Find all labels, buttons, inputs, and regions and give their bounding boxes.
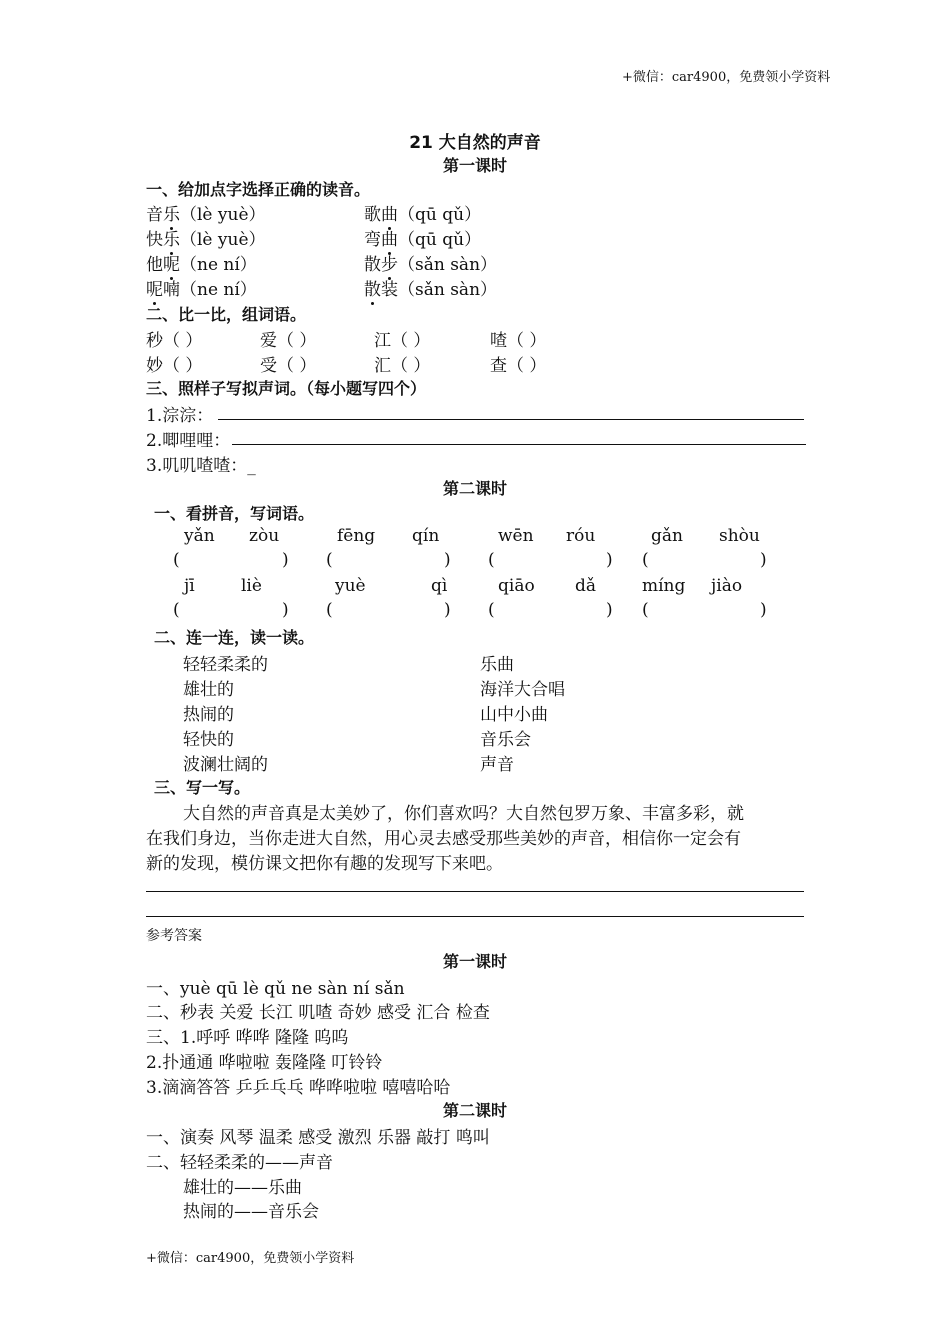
l1-q2-cell: 汇（ ） — [374, 356, 431, 376]
l1-q3-item: 1.淙淙： — [146, 406, 214, 426]
match-left-item[interactable]: 波澜壮阔的 — [183, 755, 268, 775]
l1-q3-item: 2.唧哩哩： — [146, 431, 231, 451]
match-left-item[interactable]: 雄壮的 — [183, 680, 234, 700]
dotted-char: 步 — [381, 255, 398, 275]
pinyin: qiāo — [498, 576, 535, 596]
l1-q2-cell: 妙（ ） — [146, 356, 203, 376]
dotted-char: 乐 — [163, 205, 180, 225]
writing-line[interactable] — [146, 891, 804, 892]
dotted-char: 曲 — [381, 205, 398, 225]
paren-open: ( — [326, 550, 333, 570]
paren-open: ( — [173, 600, 180, 620]
match-right-item[interactable]: 海洋大合唱 — [480, 680, 565, 700]
answer-line-text: 3.滴滴答答 乒乒乓乓 哗哗啦啦 嘻嘻哈哈 — [146, 1078, 451, 1098]
answer-line-text: 三、1.呼呼 哗哗 隆隆 呜呜 — [146, 1028, 349, 1048]
paragraph-line: 新的发现，模仿课文把你有趣的发现写下来吧。 — [146, 854, 503, 874]
match-left-item[interactable]: 轻轻柔柔的 — [183, 655, 268, 675]
answers-lesson2-heading: 第二课时 — [442, 1101, 507, 1120]
l1-q1-row2-right: 弯曲（qū qǔ） — [364, 230, 482, 250]
paren-close: ) — [606, 550, 613, 570]
pinyin: wēn — [498, 526, 534, 546]
answer-line-text: 一、演奏 风琴 温柔 感受 激烈 乐器 敲打 鸣叫 — [146, 1128, 490, 1148]
pinyin: qì — [431, 576, 448, 596]
paren-open: ( — [488, 600, 495, 620]
pinyin: míng — [642, 576, 686, 596]
answer-line[interactable] — [232, 444, 806, 445]
lesson1-heading: 第一课时 — [442, 156, 507, 175]
pinyin: yǎn — [184, 526, 215, 546]
answer-line-text: 一、yuè qū lè qǔ ne sàn ní sǎn — [146, 979, 405, 999]
paren-close: ) — [282, 600, 289, 620]
paren-open: ( — [488, 550, 495, 570]
l1-q3-item: 3.叽叽喳喳：_ — [146, 456, 256, 476]
answers-lesson1-heading: 第一课时 — [442, 952, 507, 971]
paren-close: ) — [282, 550, 289, 570]
paren-close: ) — [606, 600, 613, 620]
l1-q3-title: 三、照样子写拟声词。（每小题写四个） — [146, 379, 427, 398]
match-right-item[interactable]: 音乐会 — [480, 730, 531, 750]
match-right-item[interactable]: 山中小曲 — [480, 705, 548, 725]
dotted-char: 散 — [364, 280, 381, 300]
l1-q2-cell: 江（ ） — [374, 331, 431, 351]
l1-q1-row1-right: 歌曲（qū qǔ） — [364, 205, 482, 225]
pinyin: dǎ — [575, 576, 597, 596]
answer-line-text: 热闹的——音乐会 — [183, 1202, 319, 1222]
pinyin: fēng — [337, 526, 376, 546]
pinyin: liè — [241, 576, 262, 596]
l2-q3-title: 三、写一写。 — [154, 778, 251, 797]
match-left-item[interactable]: 热闹的 — [183, 705, 234, 725]
header-watermark: +微信：car4900，免费领小学资料 — [622, 70, 831, 85]
l1-q1-row3-right: 散步（sǎn sàn） — [364, 255, 498, 275]
paren-close: ) — [760, 550, 767, 570]
answer-line-text: 2.扑通通 哗啦啦 轰隆隆 叮铃铃 — [146, 1053, 383, 1073]
paragraph-line: 大自然的声音真是太美妙了，你们喜欢吗？大自然包罗万象、丰富多彩，就 — [183, 804, 744, 824]
dotted-char: 乐 — [163, 230, 180, 250]
l1-q1-row4-left: 呢喃（ne ní） — [146, 280, 257, 300]
l1-q2-cell: 爱（ ） — [260, 331, 317, 351]
match-right-item[interactable]: 乐曲 — [480, 655, 514, 675]
match-left-item[interactable]: 轻快的 — [183, 730, 234, 750]
pinyin: shòu — [719, 526, 760, 546]
pinyin: gǎn — [651, 526, 683, 546]
l1-q1-row3-left: 他呢（ne ní） — [146, 255, 257, 275]
pinyin: róu — [566, 526, 596, 546]
answer-line-text: 雄壮的——乐曲 — [183, 1178, 302, 1198]
l1-q1-row1-left: 音乐（lè yuè） — [146, 205, 266, 225]
paren-open: ( — [642, 550, 649, 570]
pinyin: zòu — [249, 526, 280, 546]
pinyin: jiào — [711, 576, 743, 596]
writing-line[interactable] — [146, 916, 804, 917]
answer-line-text: 二、秒表 关爱 长江 叽喳 奇妙 感受 汇合 检查 — [146, 1003, 490, 1023]
answer-line-text: 二、轻轻柔柔的——声音 — [146, 1153, 333, 1173]
footer-watermark: +微信：car4900，免费领小学资料 — [146, 1251, 355, 1266]
lesson2-heading: 第二课时 — [442, 479, 507, 498]
l1-q1-row2-left: 快乐（lè yuè） — [146, 230, 266, 250]
l1-q2-cell: 受（ ） — [260, 356, 317, 376]
dotted-char: 曲 — [381, 230, 398, 250]
l1-q2-title: 二、比一比，组词语。 — [146, 305, 307, 324]
dotted-char: 呢 — [146, 280, 163, 300]
paren-close: ) — [444, 550, 451, 570]
paren-close: ) — [444, 600, 451, 620]
page-title: 21 大自然的声音 — [409, 133, 541, 153]
l1-q2-cell: 秒（ ） — [146, 331, 203, 351]
paren-open: ( — [173, 550, 180, 570]
pinyin: yuè — [335, 576, 366, 596]
l1-q1-row4-right: 散装（sǎn sàn） — [364, 280, 498, 300]
l2-q2-title: 二、连一连，读一读。 — [154, 628, 315, 647]
l1-q2-cell: 查（ ） — [490, 356, 547, 376]
paren-open: ( — [326, 600, 333, 620]
l1-q2-cell: 喳（ ） — [490, 331, 547, 351]
l1-q1-title: 一、给加点字选择正确的读音。 — [146, 180, 371, 199]
paren-open: ( — [642, 600, 649, 620]
l2-q1-title: 一、看拼音，写词语。 — [154, 504, 315, 523]
answers-label: 参考答案 — [146, 928, 202, 944]
dotted-char: 呢 — [163, 255, 180, 275]
pinyin: jī — [184, 576, 195, 596]
match-right-item[interactable]: 声音 — [480, 755, 514, 775]
answer-line[interactable] — [218, 419, 804, 420]
paragraph-line: 在我们身边，当你走进大自然，用心灵去感受那些美妙的声音，相信你一定会有 — [146, 829, 741, 849]
pinyin: qín — [412, 526, 440, 546]
paren-close: ) — [760, 600, 767, 620]
